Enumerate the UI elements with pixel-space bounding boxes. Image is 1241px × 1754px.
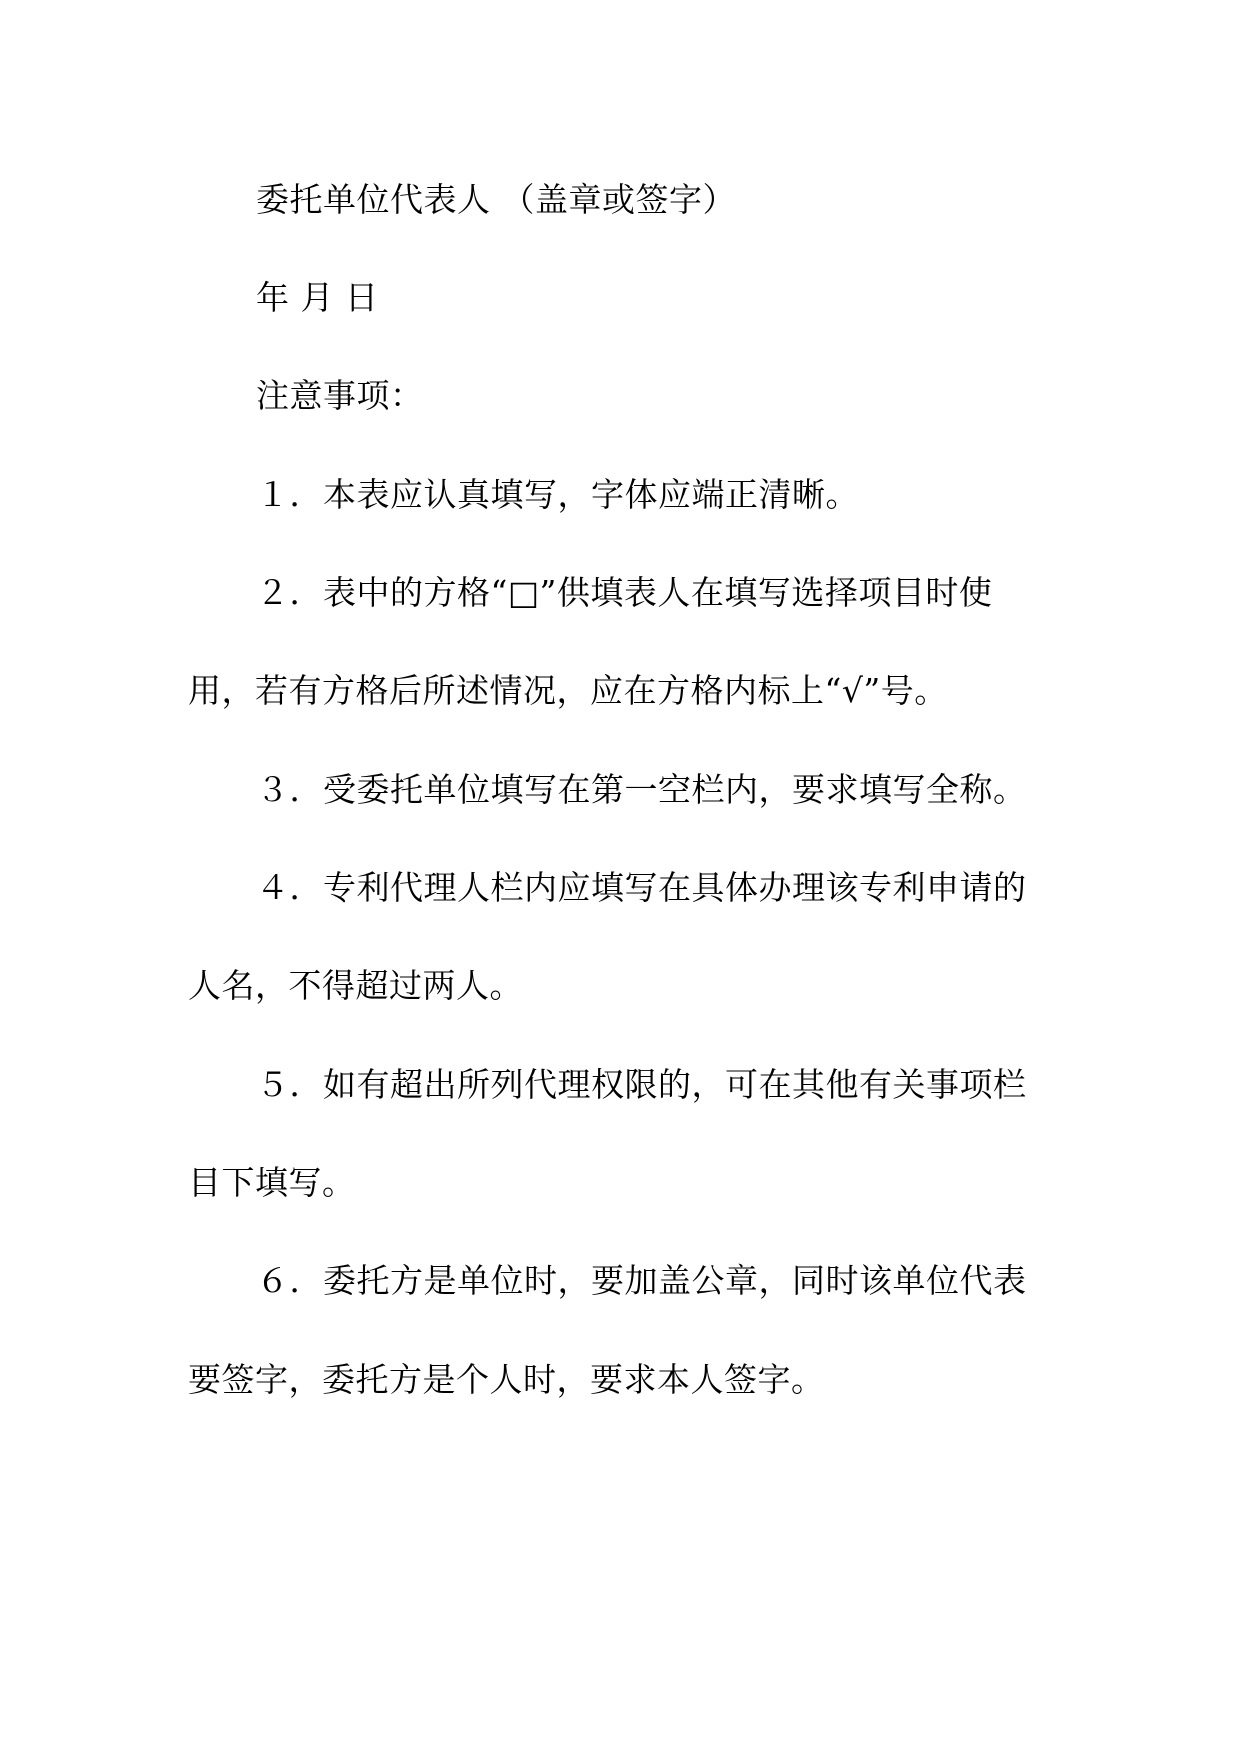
date-line: 年 月 日 xyxy=(256,278,379,317)
note-1: １．本表应认真填写，字体应端正清晰。 xyxy=(256,475,859,514)
note-6-line-2: 要签字，委托方是个人时，要求本人签字。 xyxy=(188,1360,825,1399)
note-6-line-1: ６．委托方是单位时，要加盖公章，同时该单位代表 xyxy=(256,1261,1027,1300)
note-2-line-1: ２．表中的方格“□”供填表人在填写选择项目时使 xyxy=(256,573,993,612)
note-4-line-1: ４．专利代理人栏内应填写在具体办理该专利申请的 xyxy=(256,868,1027,907)
note-4-line-2: 人名，不得超过两人。 xyxy=(188,966,523,1005)
note-2-line-2: 用，若有方格后所述情况，应在方格内标上“√”号。 xyxy=(188,671,948,710)
note-5-line-2: 目下填写。 xyxy=(188,1163,356,1202)
notes-heading: 注意事项： xyxy=(256,376,424,415)
note-5-line-1: ５．如有超出所列代理权限的，可在其他有关事项栏 xyxy=(256,1065,1027,1104)
note-3: ３．受委托单位填写在第一空栏内，要求填写全称。 xyxy=(256,770,1027,809)
signature-line: 委托单位代表人 （盖章或签字） xyxy=(256,180,736,219)
